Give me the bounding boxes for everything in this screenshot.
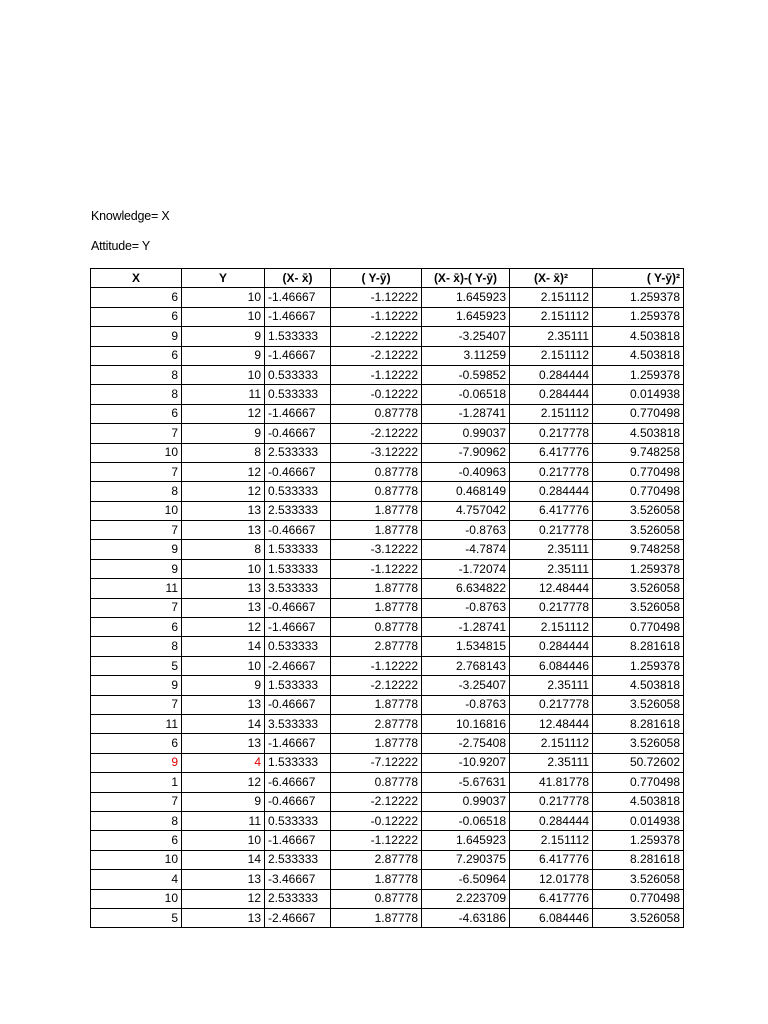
table-row xyxy=(91,327,684,346)
cell-x: 6 xyxy=(91,288,182,307)
cell-deviation-product: 1.645923 xyxy=(422,307,510,326)
cell-y: 13 xyxy=(182,521,265,540)
cell-y: 14 xyxy=(182,714,265,733)
cell-y-deviation: 1.87778 xyxy=(331,598,422,617)
cell-y: 12 xyxy=(182,773,265,792)
cell-x-deviation-squared: 2.35111 xyxy=(510,753,593,772)
cell-x: 6 xyxy=(91,307,182,326)
cell-deviation-product: -3.25407 xyxy=(422,676,510,695)
cell-x-deviation: 1.533333 xyxy=(265,540,331,559)
cell-x: 7 xyxy=(91,598,182,617)
cell-y-deviation: -1.12222 xyxy=(331,307,422,326)
cell-x-deviation: 1.533333 xyxy=(265,327,331,346)
cell-x-deviation-squared: 2.35111 xyxy=(510,559,593,578)
table-row xyxy=(91,307,684,326)
cell-y: 10 xyxy=(182,656,265,675)
cell-y: 12 xyxy=(182,404,265,423)
cell-y-deviation: -2.12222 xyxy=(331,676,422,695)
cell-deviation-product: 1.645923 xyxy=(422,288,510,307)
cell-y-deviation: 0.87778 xyxy=(331,618,422,637)
cell-deviation-product: 6.634822 xyxy=(422,579,510,598)
cell-x-deviation: -2.46667 xyxy=(265,656,331,675)
cell-x-deviation: -0.46667 xyxy=(265,598,331,617)
cell-x-deviation: -0.46667 xyxy=(265,521,331,540)
table-row xyxy=(91,540,684,559)
table-row xyxy=(91,811,684,830)
cell-deviation-product: -0.8763 xyxy=(422,695,510,714)
cell-y-deviation-squared: 0.014938 xyxy=(593,385,684,404)
cell-x-deviation-squared: 2.151112 xyxy=(510,734,593,753)
cell-y: 10 xyxy=(182,307,265,326)
header-x-deviation: (X- x̄) xyxy=(265,269,331,288)
cell-x-deviation: 2.533333 xyxy=(265,501,331,520)
cell-x-deviation-squared: 6.084446 xyxy=(510,656,593,675)
cell-y-deviation: 1.87778 xyxy=(331,579,422,598)
cell-y: 11 xyxy=(182,811,265,830)
data-table xyxy=(90,268,684,928)
cell-x-deviation: 2.533333 xyxy=(265,850,331,869)
table-row xyxy=(91,831,684,850)
cell-x-deviation: 0.533333 xyxy=(265,637,331,656)
cell-x-deviation-squared: 2.151112 xyxy=(510,618,593,637)
table-row xyxy=(91,850,684,869)
cell-x-deviation-squared: 2.151112 xyxy=(510,404,593,423)
cell-y: 12 xyxy=(182,462,265,481)
cell-y-deviation-squared: 0.770498 xyxy=(593,889,684,908)
table-row xyxy=(91,908,684,927)
cell-x-deviation: 3.533333 xyxy=(265,579,331,598)
cell-y: 10 xyxy=(182,288,265,307)
cell-y: 10 xyxy=(182,831,265,850)
cell-y-deviation-squared: 8.281618 xyxy=(593,637,684,656)
cell-y: 12 xyxy=(182,482,265,501)
cell-x-deviation-squared: 0.284444 xyxy=(510,365,593,384)
cell-y-deviation: 0.87778 xyxy=(331,462,422,481)
cell-x-deviation-squared: 0.284444 xyxy=(510,811,593,830)
cell-x-deviation-squared: 2.35111 xyxy=(510,540,593,559)
table-row xyxy=(91,792,684,811)
cell-x: 4 xyxy=(91,870,182,889)
cell-deviation-product: 2.768143 xyxy=(422,656,510,675)
cell-x-deviation-squared: 0.217778 xyxy=(510,695,593,714)
cell-deviation-product: -0.40963 xyxy=(422,462,510,481)
cell-x-deviation: -1.46667 xyxy=(265,288,331,307)
cell-y-deviation: -3.12222 xyxy=(331,540,422,559)
table-row xyxy=(91,870,684,889)
cell-x: 10 xyxy=(91,501,182,520)
table-row xyxy=(91,424,684,443)
cell-y-deviation: 1.87778 xyxy=(331,870,422,889)
cell-x-deviation-squared: 2.151112 xyxy=(510,831,593,850)
table-row xyxy=(91,676,684,695)
cell-y: 10 xyxy=(182,559,265,578)
cell-y-deviation-squared: 8.281618 xyxy=(593,714,684,733)
cell-x-deviation: 0.533333 xyxy=(265,365,331,384)
cell-x-deviation: 0.533333 xyxy=(265,811,331,830)
cell-y: 9 xyxy=(182,327,265,346)
cell-x-deviation: -1.46667 xyxy=(265,307,331,326)
cell-y-deviation: -2.12222 xyxy=(331,792,422,811)
cell-x: 6 xyxy=(91,618,182,637)
cell-x-deviation: 0.533333 xyxy=(265,482,331,501)
cell-y-deviation-squared: 0.770498 xyxy=(593,462,684,481)
table-row xyxy=(91,598,684,617)
cell-deviation-product: -6.50964 xyxy=(422,870,510,889)
header-x-deviation-squared: (X- x̄)² xyxy=(510,269,593,288)
cell-x-deviation-squared: 6.417776 xyxy=(510,443,593,462)
cell-x: 6 xyxy=(91,734,182,753)
cell-deviation-product: -1.72074 xyxy=(422,559,510,578)
cell-y-deviation: 1.87778 xyxy=(331,501,422,520)
table-row xyxy=(91,734,684,753)
cell-x: 11 xyxy=(91,579,182,598)
table-row xyxy=(91,482,684,501)
cell-x-deviation-squared: 2.35111 xyxy=(510,327,593,346)
cell-y-deviation: -7.12222 xyxy=(331,753,422,772)
table-row xyxy=(91,637,684,656)
cell-x-deviation: -3.46667 xyxy=(265,870,331,889)
cell-deviation-product: -3.25407 xyxy=(422,327,510,346)
cell-x-deviation-squared: 2.151112 xyxy=(510,307,593,326)
cell-deviation-product: 10.16816 xyxy=(422,714,510,733)
cell-y-deviation-squared: 1.259378 xyxy=(593,559,684,578)
cell-y-deviation-squared: 3.526058 xyxy=(593,521,684,540)
cell-x: 6 xyxy=(91,831,182,850)
cell-y-deviation-squared: 0.770498 xyxy=(593,404,684,423)
cell-x-deviation-squared: 0.217778 xyxy=(510,424,593,443)
cell-y: 13 xyxy=(182,870,265,889)
cell-x-deviation: 2.533333 xyxy=(265,443,331,462)
cell-y-deviation-squared: 4.503818 xyxy=(593,792,684,811)
cell-x-deviation-squared: 0.284444 xyxy=(510,637,593,656)
cell-deviation-product: 2.223709 xyxy=(422,889,510,908)
cell-x-deviation-squared: 0.284444 xyxy=(510,385,593,404)
cell-y: 13 xyxy=(182,734,265,753)
table-row xyxy=(91,559,684,578)
cell-x: 9 xyxy=(91,540,182,559)
cell-x-deviation: -1.46667 xyxy=(265,346,331,365)
cell-y: 14 xyxy=(182,850,265,869)
cell-y-deviation: 0.87778 xyxy=(331,773,422,792)
cell-deviation-product: -2.75408 xyxy=(422,734,510,753)
cell-x-deviation-squared: 2.151112 xyxy=(510,346,593,365)
cell-x: 8 xyxy=(91,811,182,830)
cell-y-deviation-squared: 1.259378 xyxy=(593,365,684,384)
table-row xyxy=(91,404,684,423)
cell-deviation-product: 7.290375 xyxy=(422,850,510,869)
cell-x-deviation-squared: 6.417776 xyxy=(510,850,593,869)
cell-y: 13 xyxy=(182,579,265,598)
cell-x: 8 xyxy=(91,365,182,384)
cell-x-deviation: -6.46667 xyxy=(265,773,331,792)
cell-y-deviation: -2.12222 xyxy=(331,327,422,346)
cell-y-deviation-squared: 50.72602 xyxy=(593,753,684,772)
cell-y-deviation: -1.12222 xyxy=(331,288,422,307)
cell-y: 4 xyxy=(182,753,265,772)
cell-x: 5 xyxy=(91,908,182,927)
cell-y-deviation: 2.87778 xyxy=(331,850,422,869)
cell-y-deviation-squared: 3.526058 xyxy=(593,870,684,889)
cell-x: 9 xyxy=(91,559,182,578)
cell-x: 9 xyxy=(91,753,182,772)
table-row xyxy=(91,618,684,637)
cell-deviation-product: -10.9207 xyxy=(422,753,510,772)
cell-y-deviation-squared: 4.503818 xyxy=(593,676,684,695)
cell-y-deviation: 2.87778 xyxy=(331,714,422,733)
cell-deviation-product: -0.59852 xyxy=(422,365,510,384)
cell-y-deviation-squared: 0.014938 xyxy=(593,811,684,830)
cell-y-deviation-squared: 4.503818 xyxy=(593,327,684,346)
table-row xyxy=(91,656,684,675)
cell-x: 5 xyxy=(91,656,182,675)
cell-y-deviation: 1.87778 xyxy=(331,734,422,753)
cell-y-deviation-squared: 9.748258 xyxy=(593,443,684,462)
table-row xyxy=(91,462,684,481)
cell-y-deviation: 1.87778 xyxy=(331,908,422,927)
table-row xyxy=(91,365,684,384)
cell-x-deviation-squared: 41.81778 xyxy=(510,773,593,792)
cell-y-deviation-squared: 3.526058 xyxy=(593,598,684,617)
cell-y-deviation-squared: 1.259378 xyxy=(593,307,684,326)
cell-x: 9 xyxy=(91,327,182,346)
cell-deviation-product: -0.06518 xyxy=(422,385,510,404)
header-y: Y xyxy=(182,269,265,288)
cell-deviation-product: 4.757042 xyxy=(422,501,510,520)
cell-y-deviation-squared: 0.770498 xyxy=(593,773,684,792)
cell-x-deviation: -0.46667 xyxy=(265,462,331,481)
cell-y-deviation: -0.12222 xyxy=(331,811,422,830)
header-x: X xyxy=(91,269,182,288)
cell-y: 13 xyxy=(182,695,265,714)
cell-y-deviation: 2.87778 xyxy=(331,637,422,656)
table-row xyxy=(91,385,684,404)
cell-y-deviation-squared: 8.281618 xyxy=(593,850,684,869)
cell-x-deviation-squared: 0.217778 xyxy=(510,598,593,617)
cell-y-deviation-squared: 1.259378 xyxy=(593,288,684,307)
cell-y-deviation-squared: 4.503818 xyxy=(593,346,684,365)
cell-y-deviation: -1.12222 xyxy=(331,831,422,850)
cell-x-deviation: -0.46667 xyxy=(265,695,331,714)
cell-y: 13 xyxy=(182,501,265,520)
table-row xyxy=(91,521,684,540)
cell-y-deviation-squared: 3.526058 xyxy=(593,734,684,753)
header-y-deviation-squared: ( Y-ȳ)² xyxy=(593,269,684,288)
cell-x-deviation: 1.533333 xyxy=(265,676,331,695)
cell-x: 6 xyxy=(91,346,182,365)
cell-x-deviation-squared: 12.01778 xyxy=(510,870,593,889)
table-row xyxy=(91,695,684,714)
cell-x-deviation: 0.533333 xyxy=(265,385,331,404)
cell-y-deviation: -1.12222 xyxy=(331,559,422,578)
knowledge-label: Knowledge= X xyxy=(91,209,170,223)
table-row xyxy=(91,714,684,733)
cell-deviation-product: -4.63186 xyxy=(422,908,510,927)
cell-y: 8 xyxy=(182,540,265,559)
cell-deviation-product: 0.99037 xyxy=(422,792,510,811)
table-body xyxy=(91,288,684,928)
table-row xyxy=(91,753,684,772)
cell-y-deviation-squared: 9.748258 xyxy=(593,540,684,559)
cell-x-deviation: -0.46667 xyxy=(265,424,331,443)
cell-y-deviation: -1.12222 xyxy=(331,656,422,675)
table-row xyxy=(91,773,684,792)
header-deviation-product: (X- x̄)-( Y-ȳ) xyxy=(422,269,510,288)
cell-x: 8 xyxy=(91,637,182,656)
cell-y-deviation-squared: 3.526058 xyxy=(593,695,684,714)
cell-x-deviation: 2.533333 xyxy=(265,889,331,908)
cell-x-deviation-squared: 0.217778 xyxy=(510,462,593,481)
cell-y-deviation-squared: 3.526058 xyxy=(593,579,684,598)
cell-x-deviation: -0.46667 xyxy=(265,792,331,811)
cell-y: 8 xyxy=(182,443,265,462)
cell-x-deviation: -1.46667 xyxy=(265,404,331,423)
cell-x: 10 xyxy=(91,443,182,462)
cell-deviation-product: -0.8763 xyxy=(422,521,510,540)
cell-deviation-product: -1.28741 xyxy=(422,618,510,637)
cell-deviation-product: 3.11259 xyxy=(422,346,510,365)
cell-deviation-product: -0.06518 xyxy=(422,811,510,830)
cell-x: 7 xyxy=(91,424,182,443)
cell-deviation-product: -1.28741 xyxy=(422,404,510,423)
cell-y-deviation: -0.12222 xyxy=(331,385,422,404)
cell-y-deviation-squared: 3.526058 xyxy=(593,501,684,520)
cell-x: 10 xyxy=(91,850,182,869)
cell-x-deviation: 1.533333 xyxy=(265,559,331,578)
header-row xyxy=(91,269,684,288)
cell-deviation-product: -5.67631 xyxy=(422,773,510,792)
cell-y-deviation: 0.87778 xyxy=(331,889,422,908)
cell-x-deviation-squared: 0.217778 xyxy=(510,521,593,540)
table-row xyxy=(91,288,684,307)
cell-x-deviation: -1.46667 xyxy=(265,831,331,850)
cell-y-deviation-squared: 4.503818 xyxy=(593,424,684,443)
cell-x-deviation: -1.46667 xyxy=(265,618,331,637)
cell-x: 7 xyxy=(91,462,182,481)
table-row xyxy=(91,889,684,908)
cell-y: 9 xyxy=(182,424,265,443)
cell-x: 7 xyxy=(91,521,182,540)
cell-y: 13 xyxy=(182,908,265,927)
cell-y-deviation: -1.12222 xyxy=(331,365,422,384)
cell-y-deviation-squared: 0.770498 xyxy=(593,618,684,637)
table-row xyxy=(91,346,684,365)
cell-y-deviation: 0.87778 xyxy=(331,404,422,423)
cell-x-deviation-squared: 12.48444 xyxy=(510,714,593,733)
cell-x-deviation: 1.533333 xyxy=(265,753,331,772)
cell-y: 14 xyxy=(182,637,265,656)
cell-x: 7 xyxy=(91,695,182,714)
attitude-label: Attitude= Y xyxy=(91,239,151,253)
cell-deviation-product: 0.468149 xyxy=(422,482,510,501)
cell-y: 9 xyxy=(182,346,265,365)
cell-y: 9 xyxy=(182,676,265,695)
cell-x-deviation-squared: 12.48444 xyxy=(510,579,593,598)
cell-deviation-product: 0.99037 xyxy=(422,424,510,443)
cell-x-deviation: -1.46667 xyxy=(265,734,331,753)
table-row xyxy=(91,501,684,520)
cell-y-deviation-squared: 1.259378 xyxy=(593,656,684,675)
cell-y-deviation-squared: 3.526058 xyxy=(593,908,684,927)
cell-x-deviation: -2.46667 xyxy=(265,908,331,927)
cell-y: 12 xyxy=(182,618,265,637)
cell-y: 10 xyxy=(182,365,265,384)
cell-x-deviation-squared: 6.417776 xyxy=(510,501,593,520)
table-row xyxy=(91,579,684,598)
cell-y: 9 xyxy=(182,792,265,811)
cell-x: 10 xyxy=(91,889,182,908)
cell-deviation-product: -0.8763 xyxy=(422,598,510,617)
cell-x-deviation-squared: 0.284444 xyxy=(510,482,593,501)
cell-y-deviation: 0.87778 xyxy=(331,482,422,501)
cell-y-deviation: 1.87778 xyxy=(331,521,422,540)
cell-y-deviation: 1.87778 xyxy=(331,695,422,714)
cell-deviation-product: 1.645923 xyxy=(422,831,510,850)
cell-x-deviation-squared: 2.35111 xyxy=(510,676,593,695)
header-y-deviation: ( Y-ȳ) xyxy=(331,269,422,288)
cell-x-deviation: 3.533333 xyxy=(265,714,331,733)
cell-y-deviation: -3.12222 xyxy=(331,443,422,462)
cell-x: 11 xyxy=(91,714,182,733)
cell-x: 1 xyxy=(91,773,182,792)
cell-x-deviation-squared: 6.417776 xyxy=(510,889,593,908)
cell-y-deviation: -2.12222 xyxy=(331,424,422,443)
cell-x: 8 xyxy=(91,385,182,404)
cell-x: 8 xyxy=(91,482,182,501)
table-row xyxy=(91,443,684,462)
cell-y: 12 xyxy=(182,889,265,908)
cell-deviation-product: 1.534815 xyxy=(422,637,510,656)
cell-x-deviation-squared: 6.084446 xyxy=(510,908,593,927)
cell-y-deviation-squared: 0.770498 xyxy=(593,482,684,501)
cell-x: 7 xyxy=(91,792,182,811)
cell-x-deviation-squared: 2.151112 xyxy=(510,288,593,307)
cell-x: 6 xyxy=(91,404,182,423)
cell-y-deviation-squared: 1.259378 xyxy=(593,831,684,850)
cell-deviation-product: -4.7874 xyxy=(422,540,510,559)
cell-y: 11 xyxy=(182,385,265,404)
cell-y-deviation: -2.12222 xyxy=(331,346,422,365)
cell-x: 9 xyxy=(91,676,182,695)
cell-deviation-product: -7.90962 xyxy=(422,443,510,462)
cell-y: 13 xyxy=(182,598,265,617)
cell-x-deviation-squared: 0.217778 xyxy=(510,792,593,811)
